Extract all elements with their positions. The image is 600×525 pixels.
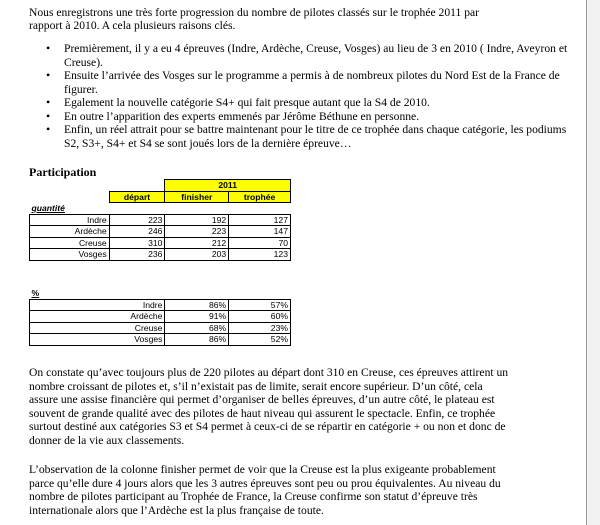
row-name: Ardèche — [30, 226, 110, 238]
paragraph-line: nombre de pilotes participant au Trophée de France, la Creuse confirme son statut d’épreuve très — [29, 490, 478, 503]
intro-line-1: Nous enregistrons une très forte progression du nombre de pilotes classés sur le trophée 2011 par — [29, 6, 480, 19]
cell-finisher-pct: 86% — [165, 334, 229, 346]
table-row — [30, 226, 291, 238]
cell-trophee: 123 — [229, 249, 291, 261]
cell-finisher: 192 — [165, 214, 229, 226]
row-name: Indre — [30, 299, 165, 311]
paragraph-line: On constate qu’avec toujours plus de 220 pilotes au départ dont 310 en Creuse, ces épreuves attirent un — [29, 366, 509, 379]
list-item: • Enfin, un réel attrait pour se battre maintenant pour le titre de ce trophée dans chaque catégorie, les podiums S2, S3+, S4+ et S4 se sont joués lors de la dernière épreuve… — [46, 123, 576, 150]
row-name: Vosges — [30, 249, 110, 261]
paragraph-line: donner de la vie aux classements. — [29, 433, 185, 447]
cell-trophee-pct: 52% — [229, 334, 291, 346]
intro-line-2: rapport à 2010. A cela plusieurs raisons clés. — [29, 19, 236, 32]
row-name: Ardèche — [30, 311, 165, 323]
paragraph-line: parce qu’elle dure 4 jours alors que les 3 autres épreuves sont peu ou prou équivalentes. Au niveau du — [29, 476, 501, 490]
table-row — [30, 322, 291, 334]
col-header-trophee: trophée — [229, 191, 291, 203]
table-row — [30, 249, 291, 261]
paragraph-line: L’observation de la colonne finisher permet de voir que la Creuse est la plus exigeante probablement — [29, 463, 496, 476]
cell-trophee-pct: 60% — [229, 311, 291, 323]
row-name: Creuse — [30, 237, 110, 249]
table-row — [30, 214, 291, 226]
cell-finisher-pct: 86% — [165, 299, 229, 311]
list-item: • Egalement la nouvelle catégorie S4+ qui fait presque autant que la S4 de 2010. — [46, 96, 576, 110]
list-item: • En outre l’apparition des experts emmenés par Jérôme Béthune en personne. — [46, 110, 576, 124]
row-name: Indre — [30, 214, 110, 226]
quantity-table — [29, 179, 291, 261]
paragraph-line: nombre croissant de pilotes et, s’il n’existait pas de limite, serait encore supérieur. D’un côté, cela — [29, 379, 483, 393]
paragraph-line: souvent de grande qualité avec des pilotes de haut niveau qui assurent le spectacle. Enfin, ce trophée — [29, 406, 496, 420]
cell-trophee: 70 — [229, 237, 291, 249]
paragraph-line: assure une assise financière qui permet d’organiser de belles épreuves, d’un autre côté, le plateau est — [29, 393, 495, 406]
participation-heading: Participation — [29, 165, 97, 179]
paragraph-line: surtout destiné aux catégories S3 et S4 permet à ceux-ci de se répartir en catégorie + ou non et donc de — [29, 420, 506, 433]
table-row — [30, 299, 291, 311]
paragraph-line: internationale alors que l’Ardèche est la plus française de toute. — [29, 503, 324, 517]
list-item: • Premièrement, il y a eu 4 épreuves (Indre, Ardèche, Creuse, Vosges) au lieu de 3 en 2010 ( Indre, Aveyron et Creuse). — [46, 42, 576, 69]
cell-depart: 310 — [109, 237, 165, 249]
list-item: • Ensuite l’arrivée des Vosges sur le programme a permis à de nombreux pilotes du Nord Est de la France de figurer. — [46, 69, 576, 96]
cell-depart: 223 — [109, 214, 165, 226]
row-name: Creuse — [30, 322, 165, 334]
year-header: 2011 — [165, 180, 291, 192]
table-row — [30, 237, 291, 249]
table-row — [30, 334, 291, 346]
cell-finisher-pct: 68% — [165, 322, 229, 334]
cell-trophee-pct: 23% — [229, 322, 291, 334]
table-row — [30, 311, 291, 323]
reasons-list — [46, 42, 576, 150]
col-header-depart: départ — [109, 191, 165, 203]
cell-depart: 236 — [109, 249, 165, 261]
vertical-scrollbar[interactable] — [587, 0, 600, 525]
cell-finisher-pct: 91% — [165, 311, 229, 323]
cell-finisher: 223 — [165, 226, 229, 238]
cell-trophee: 147 — [229, 226, 291, 238]
percent-label: % — [31, 288, 40, 298]
cell-finisher: 212 — [165, 237, 229, 249]
cell-depart: 246 — [109, 226, 165, 238]
percent-table — [29, 288, 291, 346]
cell-finisher: 203 — [165, 249, 229, 261]
cell-trophee-pct: 57% — [229, 299, 291, 311]
quantite-label: quantité — [31, 202, 65, 213]
row-name: Vosges — [30, 334, 165, 346]
col-header-finisher: finisher — [165, 191, 229, 203]
cell-trophee: 127 — [229, 214, 291, 226]
